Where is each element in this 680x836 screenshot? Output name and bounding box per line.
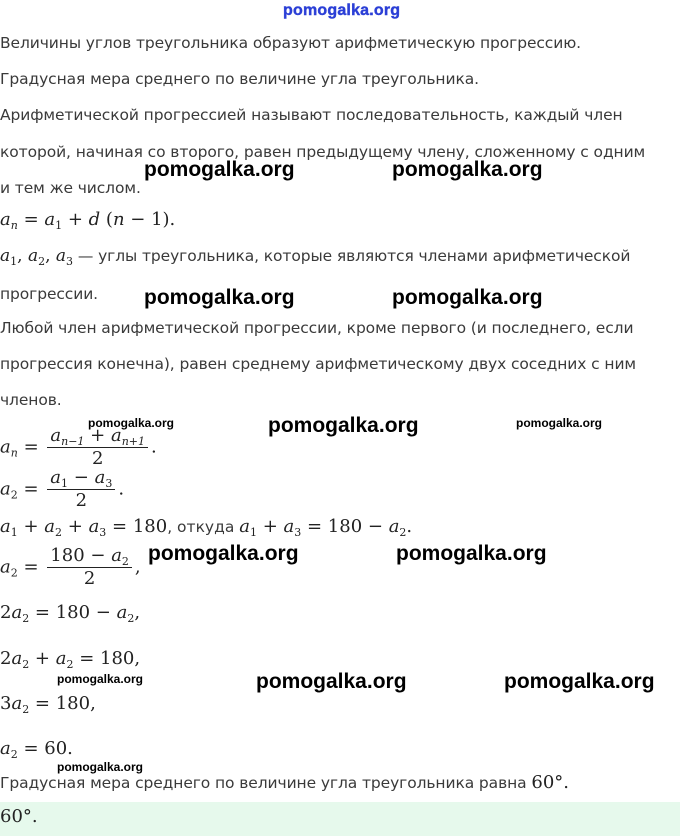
formula-step-2: $2a_2 + a_2 = 180$, [0, 648, 141, 671]
final-dot: . [563, 772, 570, 793]
formula-mean: $a_n$ = $\frac{a_{n-1} + a_{n+1}}{2}$ . [0, 425, 157, 469]
definition-line-2: которой, начиная со второго, равен предыдущему члену, сложенному с одним [0, 143, 646, 161]
formula-general-term: $a_n = a_1 + d$ (n − 1). [0, 209, 176, 232]
answer-dot: . [31, 806, 38, 827]
formula-a2: $a_2$ = $\frac{a_1 - a_3}{2}$ . [0, 467, 125, 511]
watermark: pomogalka.org [504, 670, 655, 693]
watermark: pomogalka.org [148, 542, 299, 565]
watermark: pomogalka.org [256, 670, 407, 693]
angles-line: $a_1$, $a_2$, $a_3$ — углы треугольника, которые являются членами арифметической [0, 246, 631, 268]
property-line-2: прогрессия конечна), равен среднему арифметическому двух соседних с ним [0, 355, 637, 373]
formula-step-1: $2a_2 = 180 - a_2$, [0, 602, 141, 625]
watermark: pomogalka.org [396, 542, 547, 565]
watermark: pomogalka.org [144, 286, 295, 309]
answer-box [0, 802, 680, 836]
watermark: pomogalka.org [57, 760, 144, 774]
final-sentence [0, 772, 569, 793]
angles-line-2: прогрессии. [0, 285, 98, 303]
answer-value [0, 806, 38, 827]
final-value: 60 [531, 772, 555, 793]
watermark: pomogalka.org [516, 416, 603, 430]
definition-line-1: Арифметической прогрессией называют последовательность, каждый член [0, 106, 623, 124]
watermark: pomogalka.org [268, 414, 419, 437]
definition-line-3: и тем же числом. [0, 179, 141, 197]
answer-degree: ° [22, 806, 32, 827]
watermark: pomogalka.org [88, 416, 175, 430]
formula-step-3: $3a_2 = 180$, [0, 693, 96, 716]
answer-number: 60 [0, 806, 23, 827]
watermark: pomogalka.org [392, 158, 543, 181]
final-degree: ° [554, 772, 564, 793]
top-watermark: pomogalka.org [283, 2, 401, 19]
sum-connector: , откуда [167, 518, 240, 536]
property-line-1: Любой член арифметической прогрессии, кроме первого (и последнего, если [0, 319, 634, 337]
watermark: pomogalka.org [144, 158, 295, 181]
formula-step-4: $a_2 = 60$. [0, 738, 73, 761]
formula-a2-substituted: $a_2$ = $\frac{180 - a_2}{2}$ , [0, 545, 141, 589]
property-line-3: членов. [0, 391, 62, 409]
angles-line-text: — углы треугольника, которые являются членами арифметической [73, 247, 631, 265]
problem-line-1: Величины углов треугольника образуют арифметическую прогрессию. [0, 34, 581, 52]
watermark: pomogalka.org [392, 286, 543, 309]
problem-line-2: Градусная мера среднего по величине угла треугольника. [0, 70, 479, 88]
final-sentence-text: Градусная мера среднего по величине угла треугольника равна [0, 774, 532, 792]
formula-sum: $a_1 + a_2 + a_3 = 180$, откуда $a_1 + a_3 = 180 - a_2$. [0, 516, 413, 539]
watermark: pomogalka.org [57, 672, 144, 686]
